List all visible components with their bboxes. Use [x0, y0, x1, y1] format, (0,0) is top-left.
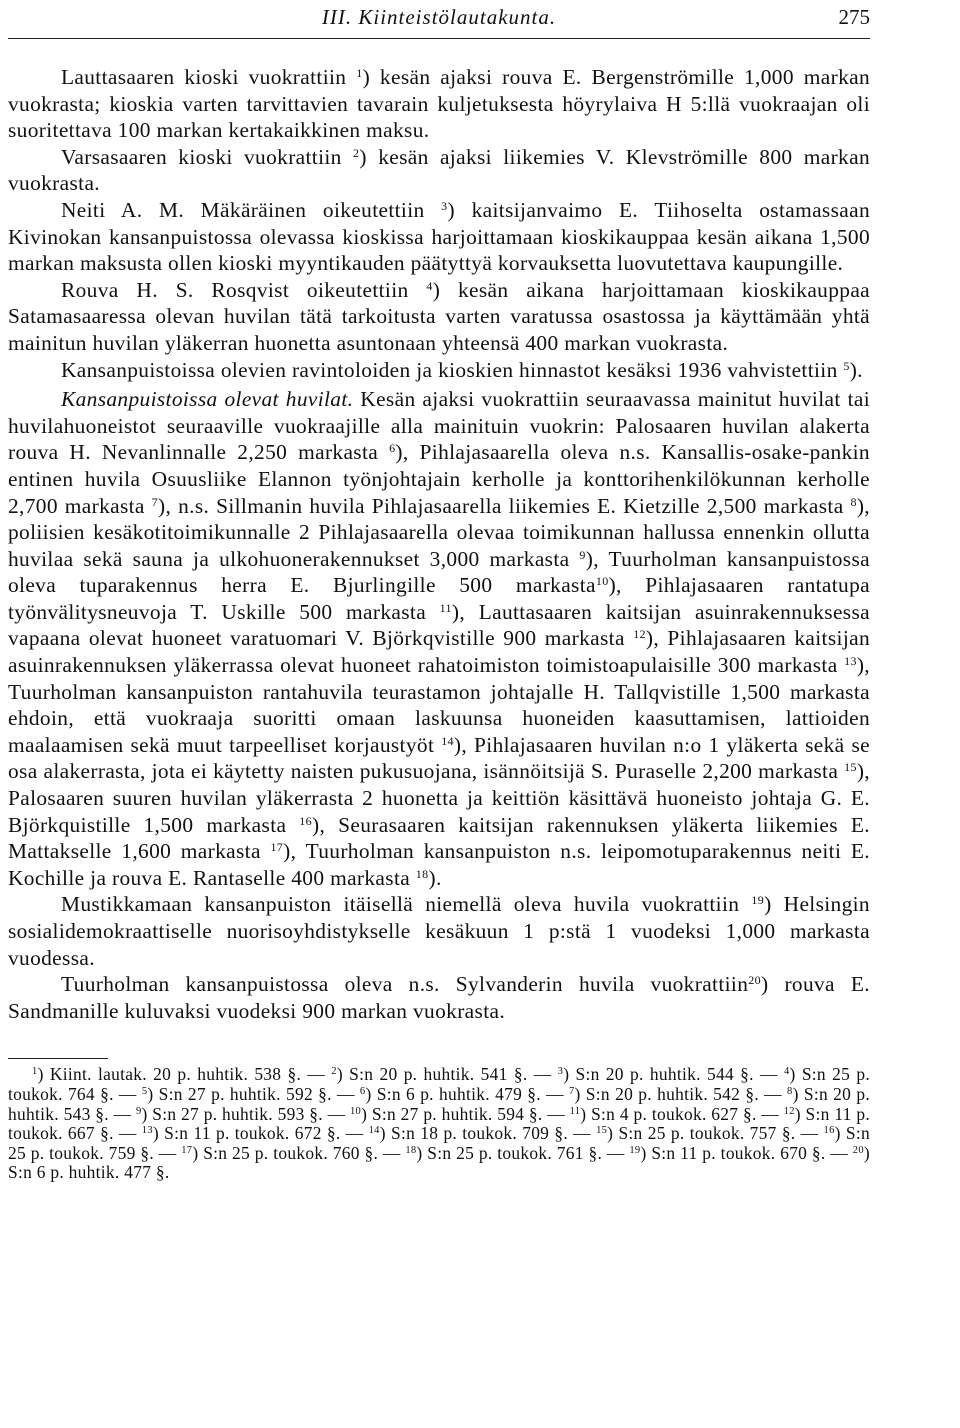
text-run: Tuurholman kansanpuistossa oleva n.s. Sylvanderin huvila vuokrattiin [61, 972, 749, 997]
footnote-marker: 6 [389, 441, 396, 456]
footnote-marker: 16 [823, 1125, 835, 1137]
footnote-marker: 17 [181, 1144, 193, 1156]
footnote-marker: 9 [579, 547, 586, 562]
text-run: ). [849, 357, 863, 382]
text-run: ), Pihlajasaarella oleva n.s. Kansallis-osake-pankin entinen huvila Osuusliike Elannon työnjohtajain kerholle ja konttorihenkilökunnan kerholle 2,700 markasta [8, 440, 870, 518]
text-run: ) Kiint. lautak. 20 p. huhtik. 538 §. — [37, 1064, 332, 1085]
footnote-marker: 13 [141, 1125, 153, 1137]
text-run: ) S:n 27 p. huhtik. 593 §. — [141, 1103, 350, 1124]
italic-heading: Kansanpuistoissa olevat huvilat. [61, 387, 354, 412]
footnote-marker: 7 [151, 494, 159, 509]
footnote-marker: 4 [426, 278, 433, 293]
text-run: ), Tuurholman kansanpuiston n.s. leipomotuparakennus neiti E. Kochille ja rouva E. Rantaselle 400 markasta [8, 839, 870, 890]
footnote-marker: 3 [441, 198, 448, 213]
text-run: ) S:n 25 p. toukok. 757 §. — [607, 1123, 824, 1144]
footnote-marker: 11 [569, 1105, 581, 1117]
footnote-marker: 12 [783, 1105, 795, 1117]
footnote-marker: 18 [405, 1144, 417, 1156]
text-run: Rouva H. S. Rosqvist oikeutettiin [61, 277, 427, 302]
text-run: ). [428, 865, 442, 890]
paragraph [8, 144, 870, 197]
footnote-marker: 20 [852, 1144, 864, 1156]
text-run: ), Pihlajasaaren kaitsijan asuinrakennuksen yläkerrassa olevat huoneet rahatoimiston toimistoapulaisille 300 markasta [8, 626, 870, 678]
text-run: ) kesän ajaksi rouva E. Bergenströmille 1,000 markan vuokrasta; kioskia varten tarvittavien tavarain kuljetuksesta höyrylaiva H 5:llä vuokraajan oli suoritettava 100 markan kertakaikkinen maksu. [8, 65, 871, 143]
footnote-marker: 20 [748, 973, 761, 988]
text-run: ) S:n 25 p. toukok. 761 §. — [416, 1142, 630, 1163]
footnote-marker: 11 [439, 600, 452, 615]
text-run: ), Tuurholman kansanpuistossa oleva tuparakennus herra E. Bjurlingille 500 markasta [8, 546, 870, 598]
footnote-paragraph [8, 1065, 870, 1183]
text-run: ) S:n 25 p. toukok. 760 §. — [192, 1142, 406, 1163]
text-run: ) S:n 20 p. huhtik. 542 §. — [574, 1083, 788, 1104]
text-run: ) S:n 25 p. toukok. 764 §. — [8, 1064, 870, 1104]
text-run: ) S:n 4 p. toukok. 627 §. — [580, 1103, 784, 1124]
text-run: Lauttasaaren kioski vuokrattiin [61, 65, 357, 89]
text-run: Mustikkamaan kansanpuiston itäisellä niemellä oleva huvila vuokrattiin [61, 892, 752, 917]
text-run: ), Pihlajasaaren huvilan n:o 1 yläkerta sekä se osa alakerrasta, jota ei käytetty naisten pukusuojana, isännöitsijä S. Puraselle 2,200 markasta [8, 732, 870, 784]
text-run: ), Tuurholman kansanpuiston rantahuvila teurastamon johtajalle H. Tallqvistille 1,500 markasta ehdoin, että vuokraaja suoritti omaan laskuunsa huoneiden kaasuttamisen, lattioiden maalaamisen sekä muut tarpeelliset korjaustyöt [8, 653, 870, 757]
footnote-marker: 3 [557, 1066, 564, 1078]
footnote-marker: 5 [141, 1085, 148, 1097]
text-run: ) S:n 11 p. toukok. 670 §. — [640, 1142, 853, 1163]
text-run: ) S:n 27 p. huhtik. 594 §. — [361, 1103, 570, 1124]
text-run: ) S:n 6 p. huhtik. 477 §. [8, 1142, 870, 1183]
text-run: ) kesän ajaksi liikemies V. Klevströmille 800 markan vuokrasta. [8, 144, 870, 196]
running-header [8, 2, 870, 39]
footnote-marker: 6 [359, 1085, 366, 1097]
text-run: ) S:n 27 p. huhtik. 592 §. — [147, 1083, 360, 1104]
text-run: ) kaitsijanvaimo E. Tiihoselta ostamassaan Kivinokan kansanpuistossa olevassa kioskissa harjoittamaan kioskikauppaa kesän aikana 1,500 markan maksusta ollen kioski myyntikauden päätyttyä korvauksetta luovutettava kaupungille. [8, 197, 870, 276]
text-run: ), Lauttasaaren kaitsijan asuinrakennuksessa vapaana olevat huoneet varatuomari V. Björkqvistille 900 markasta [8, 599, 871, 651]
footnote-marker: 2 [331, 1066, 337, 1078]
footnote-marker: 8 [850, 494, 857, 509]
text-run: ) S:n 20 p. huhtik. 544 §. — [563, 1064, 784, 1085]
text-run: Kansanpuistoissa olevien ravintoloiden ja kioskien hinnastot kesäksi 1936 vahvistettiin [61, 357, 844, 382]
text-run: ) S:n 11 p. toukok. 667 §. — [8, 1103, 870, 1144]
text-run: Varsasaaren kioski vuokrattiin [61, 144, 354, 169]
text-run: ) Helsingin sosialidemokraattiselle nuorisoyhdistykselle kesäkuun 1 p:stä 1 vuodeksi 1,000 markasta vuodessa. [8, 892, 870, 970]
footnote-marker: 17 [270, 840, 284, 855]
text-run: ) kesän aikana harjoittamaan kioskikauppaa Satamasaaressa olevan huvilan tätä tarkoitusta varten varatussa osastossa ja käyttämään yhtä mainitun huvilan yläkerran huonetta asuntonaan yhteensä 400 markan vuokrasta. [8, 277, 871, 355]
footnote-marker: 8 [787, 1085, 793, 1097]
paragraph [8, 971, 870, 1024]
footnotes [8, 1065, 870, 1183]
text-run: ), Seurasaaren kaitsijan rakennuksen yläkerta liikemies E. Mattakselle 1,600 markasta [8, 812, 870, 864]
footnote-marker: 4 [783, 1066, 790, 1078]
footnote-divider [8, 1058, 108, 1059]
text-run: ) S:n 18 p. toukok. 709 §. — [379, 1123, 597, 1144]
footnote-marker: 15 [844, 760, 857, 775]
text-run: ) S:n 6 p. huhtik. 479 §. — [365, 1083, 569, 1104]
paragraph [8, 64, 870, 144]
footnote-marker: 19 [751, 893, 765, 908]
text-run: Kesän ajaksi vuokrattiin seuraavassa mainitut huvilat tai huvilahuoneistot seuraaville vuokraajille alla mainituin vuokrin: Palosaaren huvilan alakerta rouva H. Nevanlinnalle 2,250 markasta [8, 387, 871, 465]
paragraph [8, 357, 870, 384]
text-run: ) S:n 11 p. toukok. 672 §. — [152, 1123, 369, 1144]
footnote-marker: 7 [568, 1085, 575, 1097]
text-run: ) S:n 25 p. toukok. 759 §. — [8, 1123, 870, 1163]
footnote-marker: 14 [441, 733, 454, 748]
footnote-marker: 1 [32, 1066, 38, 1078]
footnote-marker: 10 [595, 574, 609, 589]
paragraph [8, 197, 870, 277]
footnote-marker: 9 [135, 1105, 142, 1117]
document-page [8, 0, 870, 1183]
text-run: Neiti A. M. Mäkäräinen oikeutettiin [61, 197, 442, 222]
footnote-marker: 14 [368, 1125, 380, 1137]
paragraph [8, 891, 870, 971]
text-run: ) S:n 20 p. huhtik. 541 §. — [336, 1064, 558, 1085]
footnote-marker: 5 [843, 358, 850, 373]
footnote-marker: 2 [353, 145, 360, 160]
footnote-marker: 10 [349, 1105, 362, 1117]
page-number: 275 [838, 5, 870, 29]
footnote-marker: 12 [633, 627, 646, 642]
body-text [8, 64, 870, 1024]
footnote-marker: 16 [299, 813, 312, 828]
chapter-title: III. Kiinteistölautakunta. [321, 5, 557, 29]
footnote-marker: 18 [415, 866, 429, 881]
text-run: ) S:n 20 p. huhtik. 543 §. — [8, 1083, 870, 1124]
text-run: ) rouva E. Sandmanille kuluvaksi vuodeksi 900 markan vuokrasta. [8, 972, 871, 1023]
paragraph [8, 277, 870, 357]
text-run: ), poliisien kesäkotitoimikunnalle 2 Pihlajasaarella olevaa toimikunnan hallussa ennenkin ollutta huvilaa sekä sauna ja ulkohuonerakennukset 3,000 markasta [8, 493, 870, 571]
paragraph [8, 386, 870, 891]
text-run: ), n.s. Sillmanin huvila Pihlajasaarella liikemies E. Kietzille 2,500 markasta [158, 493, 851, 518]
footnote-marker: 1 [356, 66, 363, 80]
text-run: ), Palosaaren suuren huvilan yläkerrasta 2 huonetta ja keittiön käsittävä huoneisto johtaja G. E. Björkquistille 1,500 markasta [8, 759, 870, 837]
footnote-marker: 13 [844, 654, 857, 669]
footnote-marker: 19 [629, 1144, 641, 1156]
text-run: ), Pihlajasaaren rantatupa työnvälitysneuvoja T. Uskille 500 markasta [8, 573, 870, 624]
footnote-marker: 15 [596, 1125, 608, 1137]
